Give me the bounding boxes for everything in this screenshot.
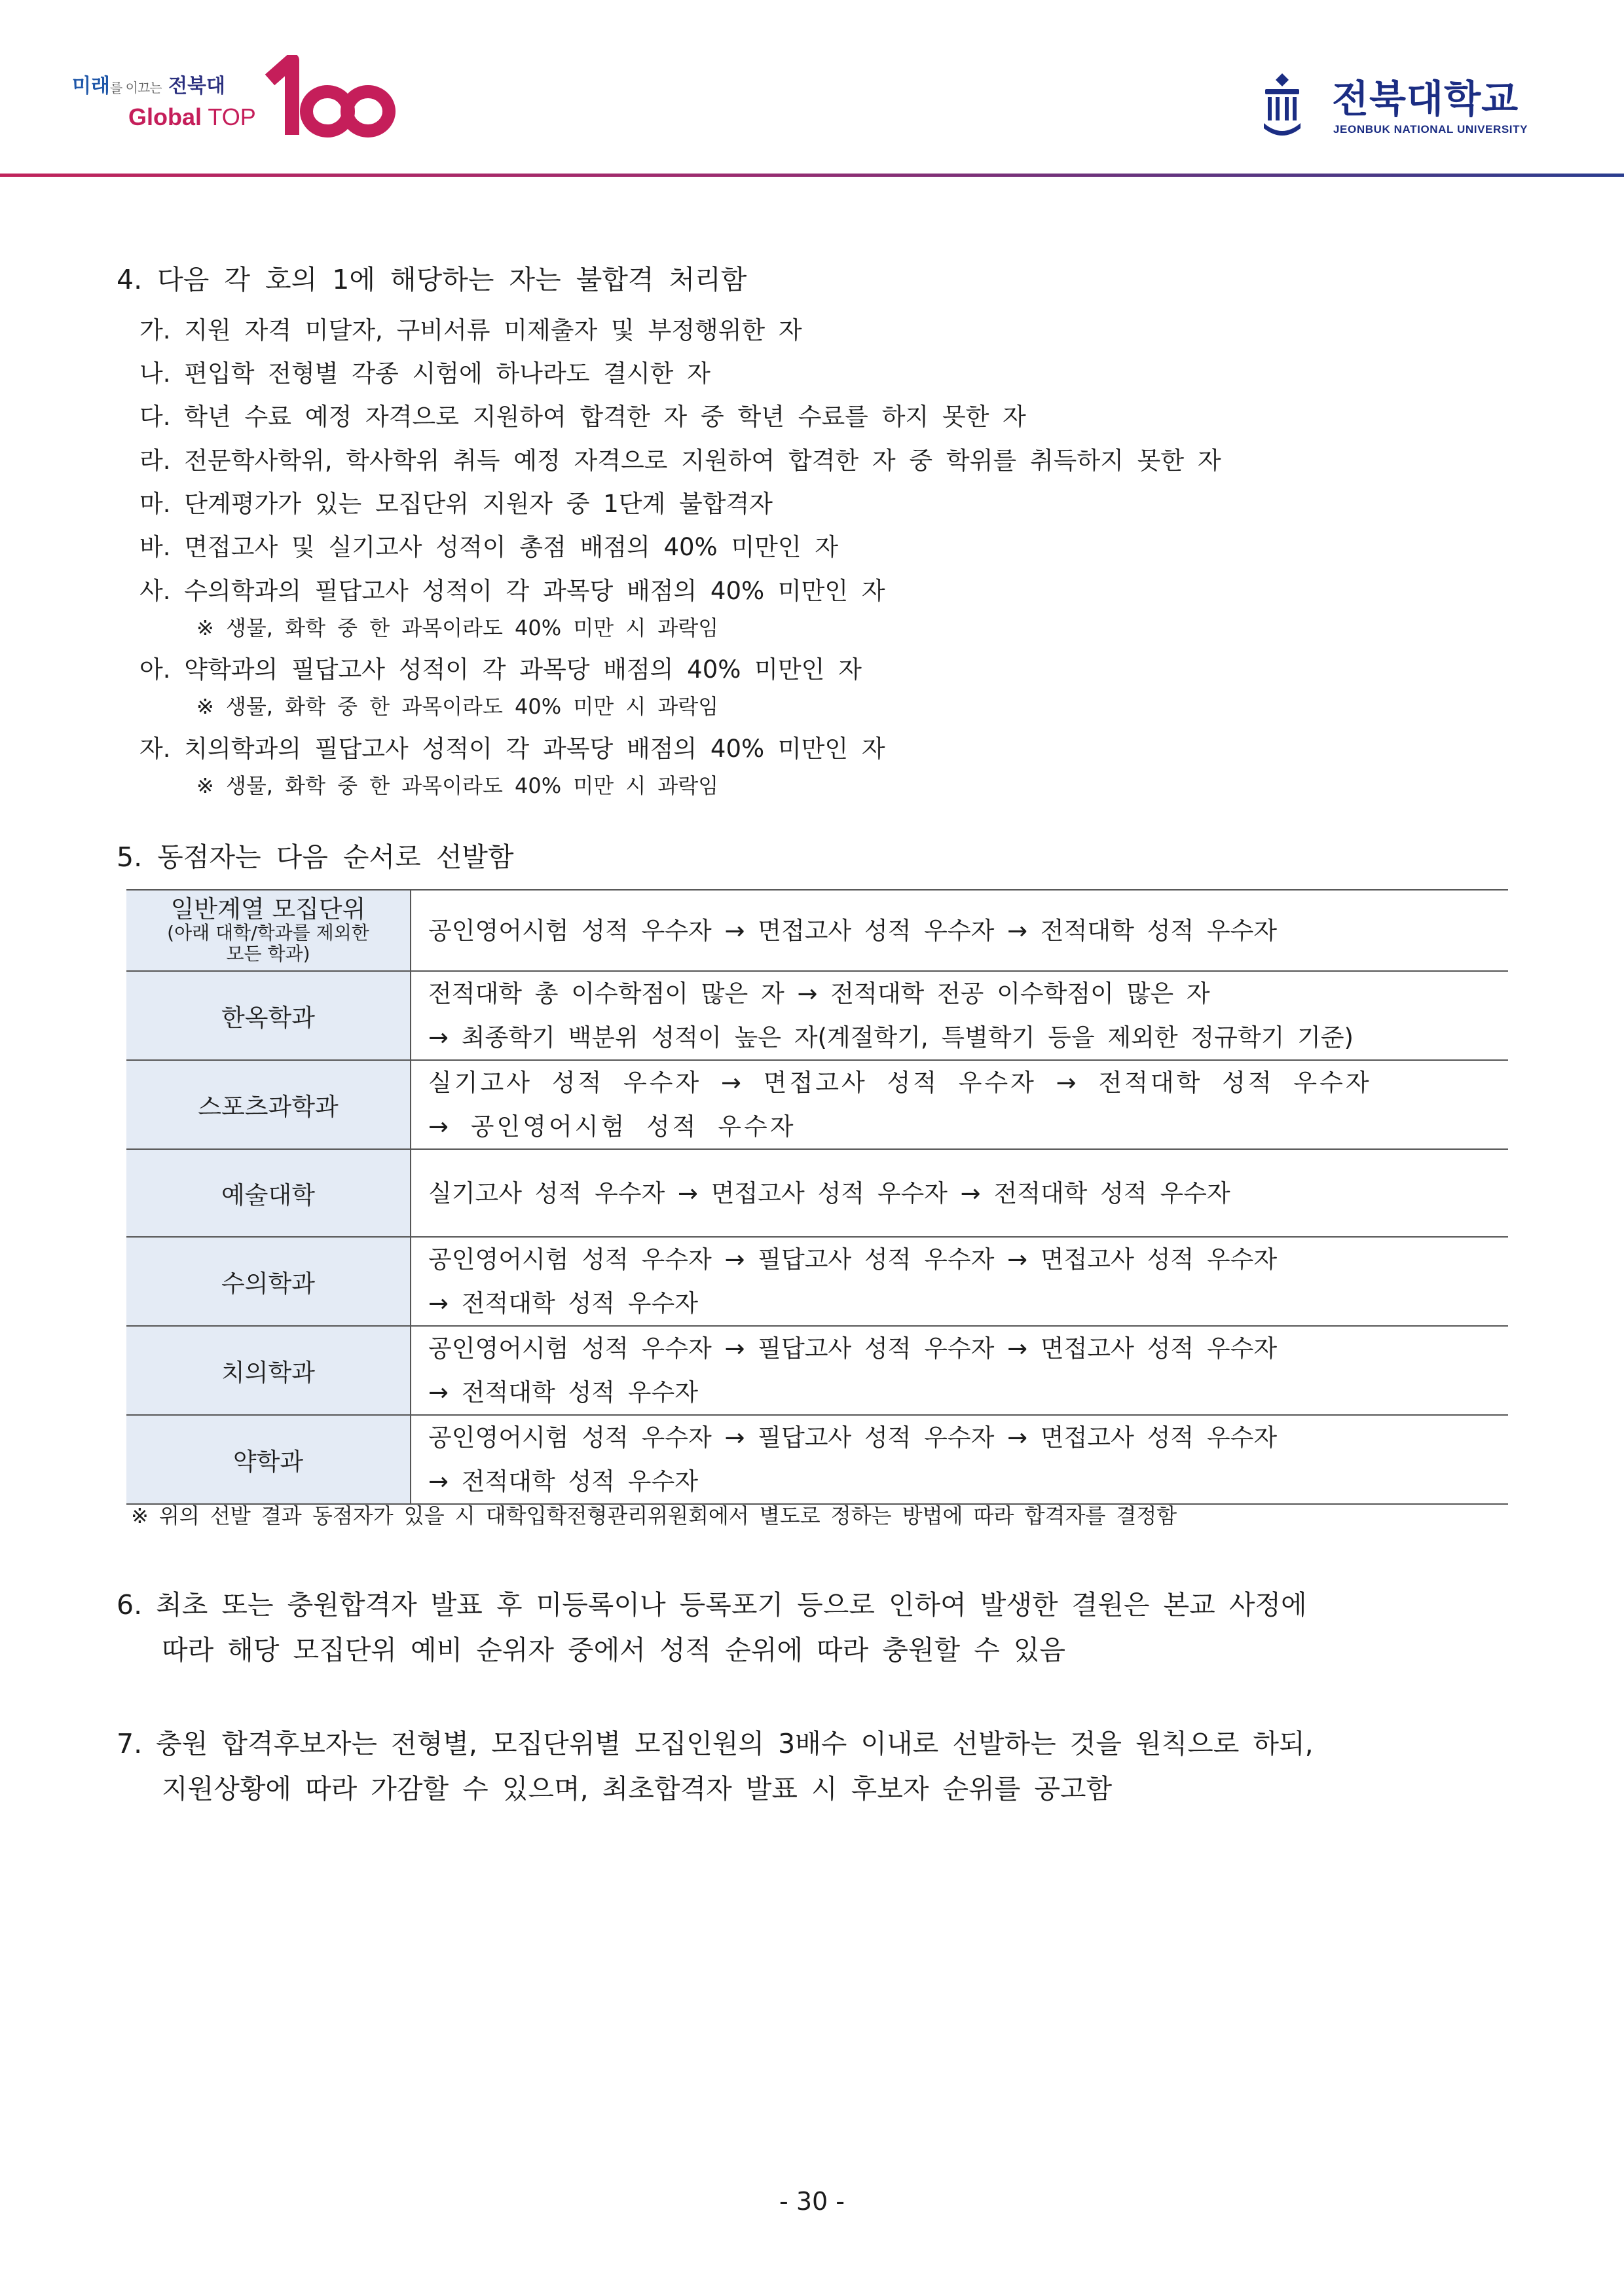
rule-cell: 공인영어시험 성적 우수자 → 면접고사 성적 우수자 → 전적대학 성적 우수자 xyxy=(411,890,1508,971)
section6-line2: 따라 해당 모집단위 예비 순위자 중에서 성적 순위에 따라 충원할 수 있음 xyxy=(162,1634,1065,1666)
rule-cell: 실기고사 성적 우수자 → 면접고사 성적 우수자 → 전적대학 성적 우수자 → 공인영어시험 성적 우수자 xyxy=(411,1060,1508,1149)
section4-item: 아. 약학과의 필답고사 성적이 각 과목당 배점의 40% 미만인 자 xyxy=(139,655,862,684)
header-divider xyxy=(0,174,1624,177)
rule-cell: 공인영어시험 성적 우수자 → 필답고사 성적 우수자 → 면접고사 성적 우수자 → 전적대학 성적 우수자 xyxy=(411,1237,1508,1326)
unit-cell: 수의학과 xyxy=(126,1237,411,1326)
section4-note: ※ 생물, 화학 중 한 과목이라도 40% 미만 시 과락임 xyxy=(196,773,719,798)
section4-item: 다. 학년 수료 예정 자격으로 지원하여 합격한 자 중 학년 수료를 하지 못한 자 xyxy=(139,403,1026,431)
section4-item: 가. 지원 자격 미달자, 구비서류 미제출자 및 부정행위한 자 xyxy=(139,316,802,344)
global-top100-logo xyxy=(71,55,398,140)
section4-item: 마. 단계평가가 있는 모집단위 지원자 중 1단계 불합격자 xyxy=(139,490,773,518)
page-number: - 30 - xyxy=(779,2187,845,2216)
tiebreak-table xyxy=(126,889,1508,1505)
unit-cell: 일반계열 모집단위 (아래 대학/학과를 제외한 모든 학과) xyxy=(126,890,411,971)
section7-line1: 7. 충원 합격후보자는 전형별, 모집단위별 모집인원의 3배수 이내로 선발하는 것을 원칙으로 하되, xyxy=(117,1728,1314,1759)
tagline-part1: 미래 xyxy=(72,75,110,98)
unit-cell: 스포츠과학과 xyxy=(126,1060,411,1149)
university-name: 전북대학교 xyxy=(1332,77,1519,121)
table-row xyxy=(126,1237,1508,1326)
section4-note: ※ 생물, 화학 중 한 과목이라도 40% 미만 시 과락임 xyxy=(196,694,719,719)
university-logo xyxy=(1263,68,1570,144)
rule-cell: 공인영어시험 성적 우수자 → 필답고사 성적 우수자 → 면접고사 성적 우수자 → 전적대학 성적 우수자 xyxy=(411,1326,1508,1415)
table-row xyxy=(126,1060,1508,1149)
university-emblem-icon xyxy=(1263,71,1302,139)
section4-item: 사. 수의학과의 필답고사 성적이 각 과목당 배점의 40% 미만인 자 xyxy=(139,577,885,605)
section4-item: 나. 편입학 전형별 각종 시험에 하나라도 결시한 자 xyxy=(139,359,710,388)
table-row xyxy=(126,1415,1508,1504)
section4-item: 바. 면접고사 및 실기고사 성적이 총점 배점의 40% 미만인 자 xyxy=(139,533,839,561)
section4-item: 자. 치의학과의 필답고사 성적이 각 과목당 배점의 40% 미만인 자 xyxy=(139,735,885,763)
rule-cell: 전적대학 총 이수학점이 많은 자 → 전적대학 전공 이수학점이 많은 자 → 최종학기 백분위 성적이 높은 자(계절학기, 특별학기 등을 제외한 정규학기 기준) xyxy=(411,971,1508,1060)
university-english-name: JEONBUK NATIONAL UNIVERSITY xyxy=(1333,123,1528,136)
section4-heading: 4. 다음 각 호의 1에 해당하는 자는 불합격 처리함 xyxy=(117,264,747,295)
table-row xyxy=(126,890,1508,971)
logo-tagline xyxy=(72,69,225,98)
logo-global-top: Global TOP xyxy=(128,103,256,130)
unit-cell: 치의학과 xyxy=(126,1326,411,1415)
tagline-part3: 전북대 xyxy=(168,75,226,98)
unit-cell: 예술대학 xyxy=(126,1149,411,1237)
section6-line1: 6. 최초 또는 충원합격자 발표 후 미등록이나 등록포기 등으로 인하여 발생한 결원은 본교 사정에 xyxy=(117,1589,1307,1621)
table-footnote: ※ 위의 선발 결과 동점자가 있을 시 대학입학전형관리위원회에서 별도로 정하는 방법에 따라 합격자를 결정함 xyxy=(131,1503,1177,1528)
tagline-part2: 를 이끄는 xyxy=(109,80,162,96)
rule-cell: 실기고사 성적 우수자 → 면접고사 성적 우수자 → 전적대학 성적 우수자 xyxy=(411,1149,1508,1237)
section4-item: 라. 전문학사학위, 학사학위 취득 예정 자격으로 지원하여 합격한 자 중 학위를 취득하지 못한 자 xyxy=(139,447,1221,475)
unit-cell: 한옥학과 xyxy=(126,971,411,1060)
table-row xyxy=(126,1149,1508,1237)
logo-100-graphic xyxy=(265,55,396,140)
table-row xyxy=(126,971,1508,1060)
section4-note: ※ 생물, 화학 중 한 과목이라도 40% 미만 시 과락임 xyxy=(196,615,719,640)
table-row xyxy=(126,1326,1508,1415)
section5-heading: 5. 동점자는 다음 순서로 선발함 xyxy=(117,841,514,873)
unit-cell: 약학과 xyxy=(126,1415,411,1504)
rule-cell: 공인영어시험 성적 우수자 → 필답고사 성적 우수자 → 면접고사 성적 우수자 → 전적대학 성적 우수자 xyxy=(411,1415,1508,1504)
section7-line2: 지원상황에 따라 가감할 수 있으며, 최초합격자 발표 시 후보자 순위를 공고함 xyxy=(162,1773,1113,1805)
